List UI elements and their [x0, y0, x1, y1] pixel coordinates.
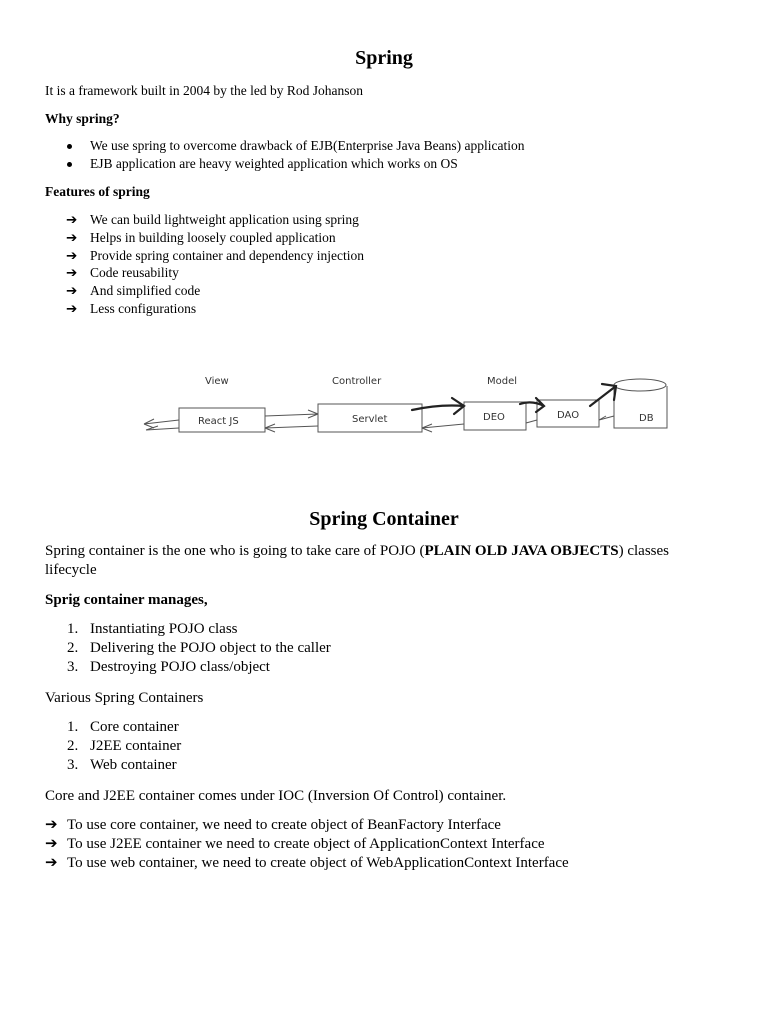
list-item: ➔ Provide spring container and dependency injection: [66, 247, 365, 263]
architecture-sketch: [140, 360, 680, 450]
arrow-bullet-icon: ➔: [66, 229, 78, 245]
page-title: Spring: [355, 47, 413, 69]
manages-heading: Sprig container manages,: [45, 592, 208, 608]
list-item: ➔ To use web container, we need to create object of WebApplicationContext Interface: [45, 854, 569, 873]
view-label: View: [205, 376, 229, 387]
db-label: DB: [639, 413, 654, 424]
ioc-paragraph: Core and J2EE container comes under IOC (Inversion Of Control) container.: [45, 788, 507, 804]
manages-list: [45, 620, 331, 678]
bullet-icon: [67, 144, 72, 149]
arrow-bullet-icon: ➔: [66, 247, 78, 263]
list-item: ➔ Helps in building loosely coupled application: [66, 229, 336, 245]
intro-paragraph: It is a framework built in 2004 by the led by Rod Johanson: [45, 83, 363, 98]
list-item: ➔ To use core container, we need to create object of BeanFactory Interface: [45, 816, 569, 835]
various-containers-heading: Various Spring Containers: [45, 690, 204, 706]
list-item: 2. J2EE container: [67, 738, 182, 755]
model-label: Model: [487, 376, 518, 387]
container-intro-line1: Spring container is the one who is going to take care of POJO (PLAIN OLD JAVA OBJECTS) classes: [45, 543, 670, 559]
list-item: ➔ To use J2EE container we need to create object of ApplicationContext Interface: [45, 835, 569, 854]
arrow-bullet-icon: ➔: [45, 855, 58, 872]
arrow-bullet-icon: ➔: [66, 265, 78, 281]
list-item: 1. Instantiating POJO class: [67, 621, 238, 637]
deo-box-label: DEO: [483, 412, 505, 423]
arrow-bullet-icon: ➔: [66, 283, 78, 299]
list-item: 2. Delivering the POJO object to the caller: [67, 640, 331, 657]
arrow-bullet-icon: ➔: [45, 836, 58, 853]
list-item: ➔ We can build lightweight application using spring: [66, 212, 359, 227]
why-spring-heading: Why spring?: [45, 111, 120, 126]
spring-container-title: Spring Container: [309, 508, 459, 530]
list-item: 3. Destroying POJO class/object: [67, 659, 270, 676]
react-box-label: React JS: [198, 416, 239, 427]
usage-list: [45, 816, 569, 874]
list-item: We use spring to overcome drawback of EJB(Enterprise Java Beans) application: [45, 137, 525, 155]
features-heading: Features of spring: [45, 184, 150, 199]
arrow-bullet-icon: ➔: [45, 817, 58, 833]
dao-box-label: DAO: [557, 410, 580, 421]
pojo-emphasis: PLAIN OLD JAVA OBJECTS: [424, 543, 619, 559]
bullet-icon: [67, 162, 72, 167]
list-item: EJB application are heavy weighted application which works on OS: [45, 155, 525, 173]
list-item: ➔ Less configurations: [66, 300, 197, 316]
servlet-box-label: Servlet: [352, 414, 388, 425]
list-item: 3. Web container: [67, 757, 177, 774]
list-item: ➔ Code reusability: [66, 265, 179, 281]
container-intro-line2: lifecycle: [45, 562, 97, 578]
why-spring-list: [45, 137, 525, 173]
arrow-bullet-icon: ➔: [66, 300, 78, 316]
containers-list: [45, 718, 181, 776]
controller-label: Controller: [332, 376, 382, 387]
arrow-bullet-icon: ➔: [66, 212, 78, 227]
list-item: ➔ And simplified code: [66, 283, 201, 299]
features-list: [45, 211, 364, 318]
list-item: 1. Core container: [67, 719, 179, 735]
